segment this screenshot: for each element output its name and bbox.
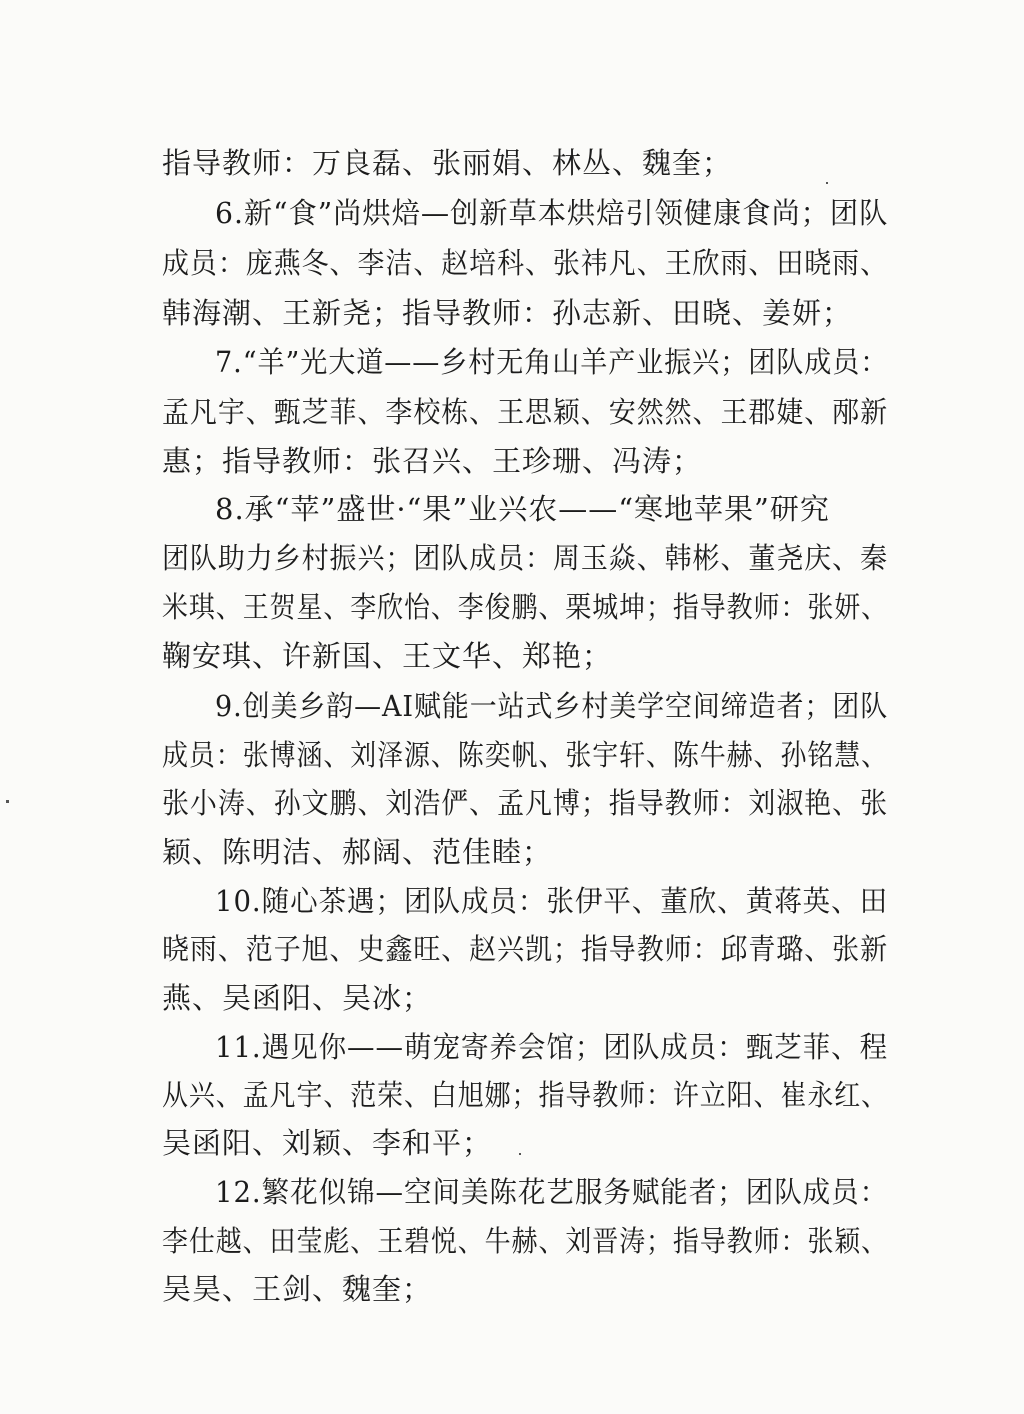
line-text: 吴函阳、刘颖、李和平； bbox=[162, 1126, 493, 1160]
scan-speck bbox=[826, 182, 828, 184]
text-line bbox=[0, 1169, 1024, 1215]
text-line bbox=[0, 438, 1024, 484]
line-text: 8.承“苹”盛世·“果”业兴农——“寒地苹果”研究 bbox=[215, 492, 830, 526]
line-text: 9.创美乡韵—AI赋能一站式乡村美学空间缔造者；团队 bbox=[215, 689, 889, 723]
text-line bbox=[0, 190, 1024, 236]
text-line bbox=[0, 240, 1024, 286]
line-text: 鞠安琪、许新国、王文华、郑艳； bbox=[162, 639, 613, 673]
text-line bbox=[0, 1218, 1024, 1264]
line-text: 燕、吴函阳、吴冰； bbox=[162, 981, 433, 1015]
line-text: 10.随心茶遇；团队成员：张伊平、董欣、黄蒋英、田 bbox=[215, 884, 889, 918]
text-line bbox=[0, 1266, 1024, 1312]
line-text: 6.新“食”尚烘焙—创新草本烘焙引领健康食尚；团队 bbox=[215, 196, 889, 230]
line-text: 成员：张博涵、刘泽源、陈奕帆、张宇轩、陈牛赫、孙铭慧、 bbox=[162, 738, 889, 772]
line-text: 颖、陈明洁、郝阔、范佳睦； bbox=[162, 835, 553, 869]
line-text: 7.“羊”光大道——乡村无角山羊产业振兴；团队成员： bbox=[215, 345, 889, 379]
line-text: 米琪、王贺星、李欣怡、李俊鹏、栗城坤；指导教师：张妍、 bbox=[162, 590, 889, 624]
line-text: 韩海潮、王新尧；指导教师：孙志新、田晓、姜妍； bbox=[162, 296, 853, 330]
text-line bbox=[0, 975, 1024, 1021]
text-line bbox=[0, 1120, 1024, 1166]
text-line bbox=[0, 339, 1024, 385]
line-text: 惠；指导教师：张召兴、王珍珊、冯涛； bbox=[162, 444, 703, 478]
text-line bbox=[0, 584, 1024, 630]
text-line bbox=[0, 1024, 1024, 1070]
text-line bbox=[0, 290, 1024, 336]
text-line bbox=[0, 780, 1024, 826]
scan-speck bbox=[6, 800, 9, 803]
line-text: 成员：庞燕冬、李洁、赵培科、张祎凡、王欣雨、田晓雨、 bbox=[162, 246, 889, 280]
text-line bbox=[0, 683, 1024, 729]
text-line bbox=[0, 1072, 1024, 1118]
text-line bbox=[0, 486, 1024, 532]
text-line bbox=[0, 140, 1024, 186]
line-text: 孟凡宇、甄芝菲、李校栋、王思颖、安然然、王郡婕、邴新 bbox=[162, 395, 889, 429]
line-text: 12.繁花似锦—空间美陈花艺服务赋能者；团队成员： bbox=[215, 1175, 889, 1209]
text-line bbox=[0, 926, 1024, 972]
text-line bbox=[0, 389, 1024, 435]
text-line bbox=[0, 829, 1024, 875]
scan-speck bbox=[519, 1153, 521, 1155]
text-line bbox=[0, 633, 1024, 679]
text-line bbox=[0, 535, 1024, 581]
line-text: 团队助力乡村振兴；团队成员：周玉焱、韩彬、董尧庆、秦 bbox=[162, 541, 889, 575]
text-line bbox=[0, 732, 1024, 778]
line-text: 吴昊、王剑、魏奎； bbox=[162, 1272, 433, 1306]
line-text: 指导教师：万良磊、张丽娟、林丛、魏奎； bbox=[162, 146, 733, 180]
text-line bbox=[0, 878, 1024, 924]
line-text: 从兴、孟凡宇、范荣、白旭娜；指导教师：许立阳、崔永红、 bbox=[162, 1078, 889, 1112]
line-text: 11.遇见你——萌宠寄养会馆；团队成员：甄芝菲、程 bbox=[215, 1030, 889, 1064]
line-text: 李仕越、田莹彪、王碧悦、牛赫、刘晋涛；指导教师：张颖、 bbox=[162, 1224, 889, 1258]
line-text: 晓雨、范子旭、史鑫旺、赵兴凯；指导教师：邱青璐、张新 bbox=[162, 932, 889, 966]
line-text: 张小涛、孙文鹏、刘浩俨、孟凡博；指导教师：刘淑艳、张 bbox=[162, 786, 889, 820]
